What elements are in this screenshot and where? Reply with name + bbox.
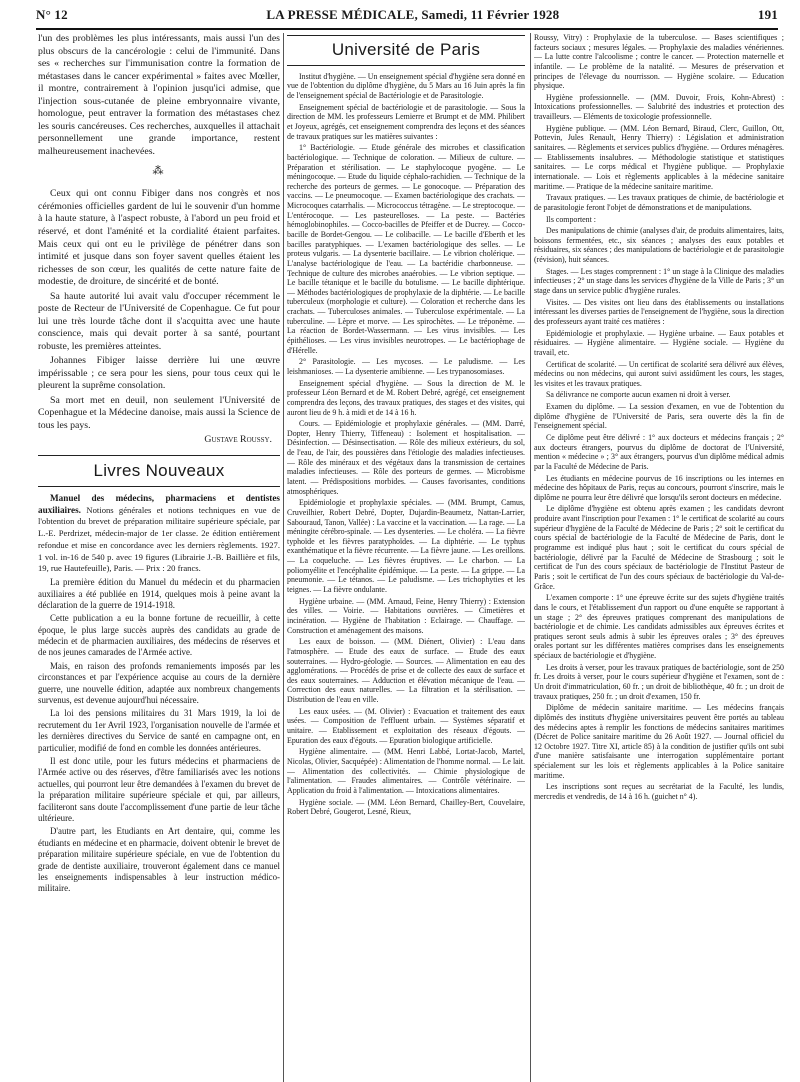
notice-paragraph: Hygiène professionnelle. — (MM. Duvoir, Frois, Kohn-Abrest) : Intoxications professionnelles. — Salubrité des industries et protection des travailleurs. — Eléments de toxicologie professionnelle. — [534, 92, 784, 122]
notice-paragraph: Certificat de scolarité. — Un certificat de scolarité sera délivré aux élèves, médecins ou non médecins, qui auront suivi assidûment les cours, les stages, les visites et les travaux pratiques. — [534, 359, 784, 388]
review-paragraph: La première édition du Manuel du médecin et du pharmacien auxiliaires a été publiée en 1914, quelques mois à peine avant la déclaration de la guerre de 1914-1918. — [38, 577, 280, 610]
notice-paragraph: Le diplôme d'hygiène est obtenu après examen ; les candidats devront produire avant l'inscription pour l'examen : 1° le certificat de scolarité au cours supérieur d'hygiène de la Faculté de Médecine de Paris ; 2° soit le certificat du cours spécial de bactériologie de la Faculté de Médecine de Paris, dont le programme est indiqué plus haut ; soit le certificat du cours spécial de bactériologie, délivré par la Faculté de Médecine de Strasbourg ; soit le certificat de l'un des cours spéciaux de bactériologie de l'Institut Pasteur de Paris ; soit le certificat de l'un des cours spéciaux de bactériologie du Val-de-Grâce. — [534, 504, 784, 591]
column-divider — [283, 33, 284, 1082]
obituary-paragraph: l'un des problèmes les plus intéressants, mais aussi l'un des plus obscurs de la cancérologie : celui de l'immunité. Dans ses « recherches sur l'immunisation contre la formation de métastases dans le cancer expérimental » faites avec Mœller, il montre, contrairement à l'opinion jusqu'ici admise, que l'injection sous-cutanée de pleine embryonnaire vivante, homologue, peut entraver la formation des métastases chez les souris cancéreuses. Ces recherches, auxquelles il attachait personnellement une grande importance, restent malheureusement inachevées. — [38, 33, 280, 157]
header-rule — [36, 28, 778, 30]
obituary-paragraph: Sa haute autorité lui avait valu d'occuper récemment le poste de Recteur de l'Université de Copenhague. Ce fut pour lui une très lourde tâche dont il s'acquitta avec une haute conscience, mais qui devait porter à sa santé, pourtant robuste, les premières atteintes. — [38, 290, 280, 352]
notice-paragraph: Cours. — Epidémiologie et prophylaxie générales. — (MM. Darré, Dopter, Henry Thierry, Tiffeneau) : Isolement et hospitalisation. — Désinfection. — Désinsectisation. — Rôle des milieux extérieurs, du sol, de l'eau, de l'air, des poussières dans l'étiologie des maladies infectieuses. — Rôle des minéraux et des végétaux dans la transmission de certaines maladies infectieuses. — Rôle des porteurs de germes. — Microbisme latent. — Prédispositions morbides. — Causes favorisantes, conditions atmosphériques. — [287, 419, 525, 496]
notice-paragraph: Examen du diplôme. — La session d'examen, en vue de l'obtention du diplôme d'hygiène de l'Université de Paris, sera ouverte dès la fin de l'enseignement spécial. — [534, 402, 784, 431]
section-title-universite: Université de Paris — [287, 35, 525, 66]
column-middle — [287, 33, 525, 1082]
obituary-paragraph: Sa mort met en deuil, non seulement l'Université de Copenhague et la Médecine danoise, mais aussi la Science de tous les pays. — [38, 394, 280, 431]
review-paragraph: Il est donc utile, pour les futurs médecins et pharmaciens de l'Armée active ou des réserves, d'être familiarisés avec les notions actuelles, qui pourront leur être demandées à l'examen du brevet de la préparation militaire supérieure spéciale et qui, par ailleurs, faciliteront sans doute l'accomplissement d'une partie de leur tâche ultérieure. — [38, 755, 280, 823]
page-number: 191 — [757, 7, 778, 22]
publication-title: LA PRESSE MÉDICALE, Samedi, 11 Février 1928 — [266, 7, 560, 22]
notice-paragraph: Ils comportent : — [546, 214, 596, 224]
book-description: Notions générales et notions techniques en vue de l'obtention du brevet de préparation militaire supérieure spéciale, par L.-E. Perdrizet, médecin-major de 1er classe. 2e édition entièrement refondue et mise en concordance avec les derniers règlements. 1927. 1 vol. in-16 de 540 p. avec 19 figures (Librairie J.-B. Baillière et fils, 19, rue Hautefeuille), Paris. — Prix : 20 francs. — [38, 504, 280, 574]
review-paragraph: D'autre part, les Etudiants en Art dentaire, qui, comme les étudiants en médecine et en pharmacie, doivent obtenir le brevet de préparation militaire supérieure spéciale, en vue de l'obtention du grade de dentiste auxiliaire, trouveront également dans ce manuel les enseignements indispensables à leur instruction médico-militaire. — [38, 826, 280, 894]
notice-paragraph: Enseignement spécial de bactériologie et de parasitologie. — Sous la direction de MM. les professeurs Lemierre et Brumpt et de MM. Philibert et Joyeux, agrégés, cet enseignement comprendra des leçons et des séances de travaux pratiques sur les matières suivantes : — [287, 102, 525, 141]
notice-paragraph: Visites. — Des visites ont lieu dans des établissements ou installations intéressant les diverses parties de l'enseignement de l'hygiène, sous la direction des professeurs ayant traité ces matières : — [534, 297, 784, 326]
notice-paragraph: Institut d'hygiène. — Un enseignement spécial d'hygiène sera donné en vue de l'obtention du diplôme d'hygiène, du 5 Mars au 16 Juin après la fin de l'enseignement spécial de Bactériologie et de Parasitologie. — [287, 71, 525, 101]
notice-paragraph: 1° Bactériologie. — Etude générale des microbes et classification bactériologique. — Technique de coloration. — Milieux de culture. — Préparation et stérilisation. — Le staphylocoque pyogène. — Le méningocoque. — Etude du liquide céphalo-rachidien. — Technique de la recherche des porteurs de germes. — Le gonocoque. — Préparation des vaccins. — Le pneumocoque. — Examen bactériologique des crachats. — Microcoques catarrhalis. — Micrococcus tétragène. — Le streptocoque. — L'entérocoque. — Les pasteurelloses. — La peste. — Bactéries hémoglobinophiles. — Cocco-bacilles de Pfeiffer et de Ducrey. — Cocco-bacille de Bordet-Gengou. — Le colibacille. — Le bacille d'Eberth et les bacilles paratyphiques. — L'examen bactériologique des selles. — Le proteus vulgaris. — La dysenterie bacillaire. — Le vibrion cholérique. — L'analyse bactériologique de l'eau. — La bactéridie charbonneuse. — Technique de culture des microbes anaérobies. — Le vibrion septique. — Le bacille tétanique et le bacille du botulisme. — Le bacille diphtérique. — Méthodes bactériologiques de prophylaxie de la diphtérie. — Le bacille tuberculeux (morphologie et culture). — Coloration et recherche dans les crachats. — Tuberculoses animales. — Tuberculose expérimentale. — La tuberculine. — Lèpre et morve. — Les spirochètes. — Le tréponème. — La réaction de Bordet-Wassermann. — Les virus invisibles. — Les épithélioses. — Les virus invisibles neurotropes. — Le bactériophage de d'Hérelle. — [287, 143, 525, 355]
notice-paragraph: Ce diplôme peut être délivré : 1° aux docteurs et médecins français ; 2° aux docteurs étrangers, pourvus du diplôme de doctorat de l'Université, mention « médecine » ; 3° aux étrangers, pourvus d'un diplôme médical admis par la Faculté de Médecine de Paris. — [534, 432, 784, 471]
notice-paragraph: Enseignement spécial d'hygiène. — Sous la direction de M. le professeur Léon Bernard et de M. Robert Debré, agrégé, cet enseignement comprendra des leçons, des travaux pratiques, des stages et des visites, qui auront lieu de 9 h. à midi et de 14 à 16 h. — [287, 378, 525, 417]
notice-paragraph: Les étudiants en médecine pourvus de 16 inscriptions ou les internes en médecine des hôpitaux de Paris, reçus au concours, pourront s'inscrire, mais le diplôme ne pourra leur être délivré que lorsqu'ils seront docteurs en médecine. — [534, 473, 784, 502]
review-paragraph: Cette publication a eu la bonne fortune de recueillir, à cette époque, le plus large succès auprès des candidats au grade de médecin et de pharmacien auxiliaires, des médecins de réserves et de nos jeunes camarades de l'Armée active. — [38, 613, 280, 658]
notice-paragraph: Stages. — Les stages comprennent : 1° un stage à la Clinique des maladies infectieuses ; 2° un stage dans les services d'hygiène de la Ville de Paris ; 3° un stage dans un service public d'hygiène rurales. — [534, 266, 784, 296]
issue-number: N° 12 — [36, 7, 68, 22]
column-left — [38, 33, 280, 1082]
notice-paragraph: 2° Parasitologie. — Les mycoses. — Le paludisme. — Les leishmanioses. — La dysenterie amibienne. — Les trypanosomiases. — [287, 357, 525, 376]
book-title: Manuel des médecins, pharmaciens et dentistes auxiliaires. — [38, 492, 280, 515]
author-signature: Gustave Roussy. — [204, 434, 272, 446]
notice-paragraph: Les droits à verser, pour les travaux pratiques de bactériologie, sont de 250 fr. Les droits à verser, pour le cours supérieur d'hygiène et l'examen, sont de : Un droit d'immatriculation, 60 fr. ; un droit de bibliothèque, 40 fr. ; un droit de travaux pratiques, 250 fr. ; un droit d'examen, 150 fr. — [534, 662, 784, 701]
page-header — [36, 4, 778, 26]
column-divider — [530, 33, 531, 1082]
review-paragraph: La loi des pensions militaires du 31 Mars 1919, la loi de recrutement du 1er Avril 1923, l'organisation nouvelle de l'armée et les dernières directives du Service de santé en campagne ont, en particulier, modifié de fond en comble les données antérieures. — [38, 708, 280, 753]
notice-paragraph: Les inscriptions sont reçues au secrétariat de la Faculté, les lundis, mercredis et vendredis, de 14 à 16 h. (guichet n° 4). — [534, 782, 784, 802]
section-separator-stars: ⁂ — [152, 165, 166, 178]
notice-paragraph: Hygiène sociale. — (MM. Léon Bernard, Chailley-Bert, Couvelaire, Robert Debré, Gougerot, Lesné, Rieux, — [287, 797, 525, 817]
notice-paragraph: Diplôme de médecin sanitaire maritime. — Les médecins français diplômés des instituts d'hygiène universitaires peuvent être portés au tableau des médecins aptes à remplir les fonctions de médecins sanitaires maritimes (Décret de Police sanitaire maritime du 26 Août 1927. — Journal officiel du 12 Octobre 1927. Titre XI, article 85) à la condition de justifier qu'ils ont subi d'une manière satisfaisante une interrogation supplémentaire portant spécialement sur les lois et règlements applicables à la Police sanitaire maritime. — [534, 703, 784, 780]
review-paragraph: Mais, en raison des profonds remaniements imposés par les circonstances et par l'expérience acquise au cours de la dernière guerre, une nouvelle édition, adaptée aux nombreux changements survenus, est devenue aujourd'hui nécessaire. — [38, 660, 280, 706]
notice-paragraph: Roussy, Vitry) : Prophylaxie de la tuberculose. — Bases scientifiques ; facteurs sociaux ; mesures légales. — Prophylaxie des maladies vénériennes. — La lutte contre l'alcoolisme ; contre le cancer. — Protection maternelle et infantile. — Le problème de la natalité. — Mesures de préservation et principes de l'élevage du nourrisson. — Hygiène scolaire. — Education physique. — [534, 33, 784, 91]
notice-paragraph: Travaux pratiques. — Les travaux pratiques de chimie, de bactériologie et de parasitologie feront l'objet de démonstrations et de manipulations. — [534, 193, 784, 212]
obituary-paragraph: Ceux qui ont connu Fibiger dans nos congrès et nos cérémonies officielles gardent de lui le souvenir d'un homme à la haute stature, à l'aspect robuste, à l'abord un peu froid et réservé, et dont l'aménité et la cordialité étaient parfaites. Mais ceux qui ont eu le privilège de pénétrer dans son intimité et jusque dans son foyer savent quelles étaient les richesses de son cœur, les qualités de cette nature faite de modestie, de droiture, de sincérité et de bonté. — [38, 188, 280, 288]
column-right — [534, 33, 784, 1082]
notice-paragraph: L'examen comporte : 1° une épreuve écrite sur des sujets d'hygiène traités dans le cours, et l'établissement d'un rapport ou d'une enquête se rapportant à un stage ; 2° des épreuves pratiques comprenant des manipulations de bactériologie et de chimie. Les candidats admissibles aux épreuves écrites et pratiques seront seuls admis à subir les épreuves orales ; 3° des épreuves orales portant sur les différentes matières comprises dans les enseignements spéciaux de bactériologie et d'hygiène. — [534, 593, 784, 661]
section-title-livres-nouveaux: Livres Nouveaux — [38, 455, 280, 487]
notice-paragraph: Hygiène urbaine. — (MM. Arnaud, Feine, Henry Thierry) : Extension des villes. — Voirie. — Habitations ouvrières. — Cimetières et incinération. — Hygiène de l'habitation : Eclairage. — Chauffage. — Construction et aménagement des maisons. — [287, 596, 525, 635]
notice-paragraph: Hygiène alimentaire. — (MM. Henri Labbé, Lortat-Jacob, Martel, Nicolas, Olivier, Sacquépée) : Alimentation de l'homme normal. — Le lait. — Alimentation des collectivités. — Chimie physiologique de l'alimentation. — Fraudes alimentaires. — Contrôle vétérinaire. — Application du froid à l'alimentation. — Intoxications alimentaires. — [287, 747, 525, 795]
notice-paragraph: Les eaux usées. — (M. Olivier) : Evacuation et traitement des eaux usées. — Composition de l'effluent urbain. — Systèmes séparatif et unitaire. — Etablissement et exploitation des réseaux d'égouts. — Epuration des eaux d'égouts. — Epuration biologique artificielle. — [287, 706, 525, 745]
notice-paragraph: Des manipulations de chimie (analyses d'air, de produits alimentaires, laits, boissons fermentées, etc., six séances ; analyses des eaux potables et résiduaires, six séances ; des manipulations de bactériologie et de parasitologie (révision), huit séances. — [534, 226, 784, 265]
notice-paragraph: Hygiène publique. — (MM. Léon Bernard, Biraud, Clerc, Guillon, Ott, Pottevin, Jules Renault, Henry Thierry) : Législation et administration sanitaires. — Règlements et services publics d'hygiène. — Ordures ménagères. — Etablissements insalubres. — Méthodologie statistique et statistiques sanitaires. — Le corps médical et l'hygiène publique. — Prophylaxie internationale. — Lois et règlements applicables à la médecine sanitaire maritime. — Pratique de la médecine sanitaire maritime. — [534, 123, 784, 191]
notice-paragraph: Epidémiologie et prophylaxie. — Hygiène urbaine. — Eaux potables et résiduaires. — Hygiène alimentaire. — Hygiène sociale. — Hygiène du travail, etc. — [534, 328, 784, 357]
notice-paragraph: Epidémiologie et prophylaxie spéciales. — (MM. Brumpt, Camus, Cruveilhier, Robert Debré, Dopter, Dujardin-Beaumetz, Nattan-Larrier, Sabouraud, Tanon, Vallée) : La vaccine et la vaccination. — La rage. — La méningite cérébro-spinale. — Les dysenteries. — Le choléra. — La fièvre typhoïde et les fièvres paratyphoïdes. — La diphtérie. — Le typhus exanthématique et la fièvre récurrente. — La fièvre jaune. — Les oreillons. — La coqueluche. — Les fièvres éruptives. — Le charbon. — La poliomyélite et l'encéphalite épidémique. — La peste. — La grippe. — La pneumonie. — Le tétanos. — Le paludisme. — Les trichophyties et les teignes. — La fièvre ondulante. — [287, 498, 525, 595]
notice-paragraph: Sa délivrance ne comporte aucun examen ni droit à verser. — [546, 390, 731, 400]
notice-paragraph: Les eaux de boisson. — (MM. Diénert, Olivier) : L'eau dans l'atmosphère. — Etude des eaux de surface. — Etude des eaux souterraines. — Hydro-géologie. — Sources. — Alimentation en eau des agglomérations. — Procédés de prise et de collecte des eaux de surface et des eaux souterraines. — Adduction et élévation mécanique de l'eau. — Correction des eaux naturelles. — La filtration et la stérilisation. — Distribution de l'eau en ville. — [287, 637, 525, 705]
obituary-paragraph: Johannes Fibiger laisse derrière lui une œuvre impérissable ; ce sera pour les siens, pour tous ceux qui le pleurent la suprême consolation. — [38, 355, 280, 392]
